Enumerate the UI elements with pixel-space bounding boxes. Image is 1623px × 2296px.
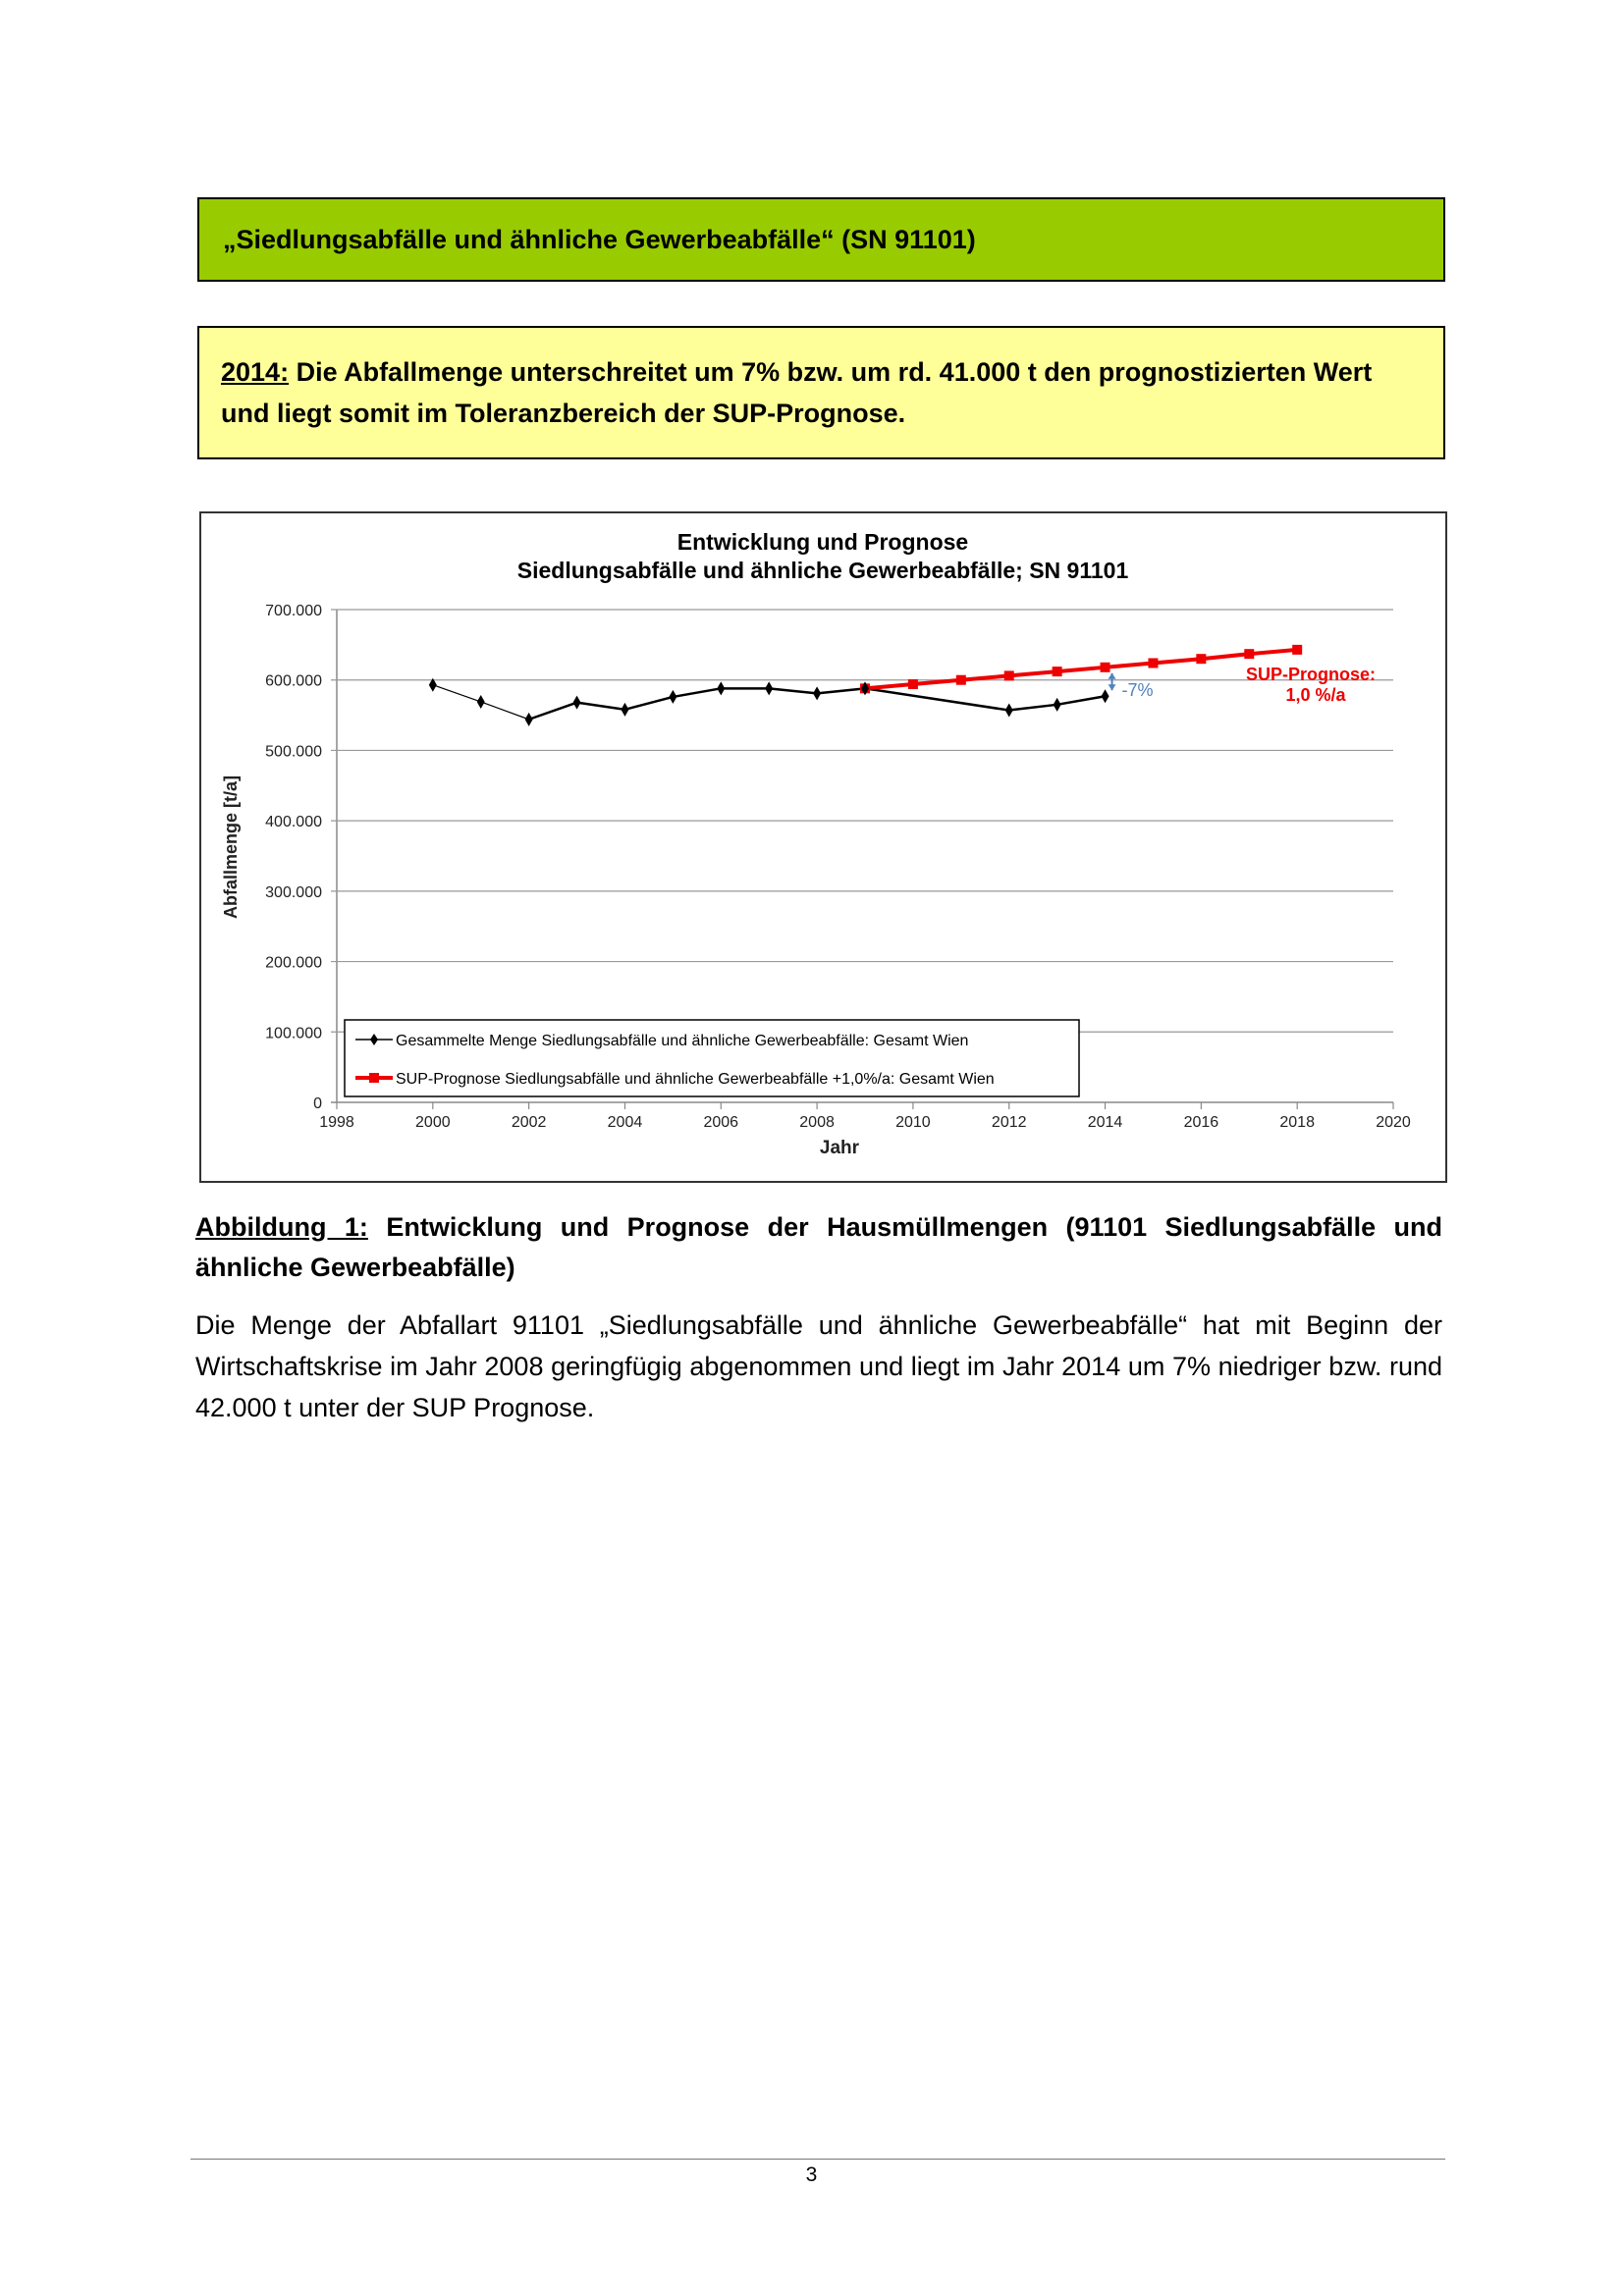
collected-data-point (765, 681, 773, 695)
collected-series-segment (865, 688, 1009, 710)
caption-label: Abbildung 1: (195, 1212, 368, 1242)
collected-data-point (477, 695, 485, 709)
y-tick-label: 700.000 (265, 603, 322, 619)
x-tick-label: 2000 (415, 1114, 451, 1131)
body-paragraph: Die Menge der Abfallart 91101 „Siedlungsabfälle und ähnliche Gewerbeabfälle“ hat mit Beginn der Wirtschaftskrise im Jahr 2008 geringfügig abgenommen und liegt im Jahr 2014 um 7% niedriger bzw. rund 42.000 t unter der SUP Prognose. (195, 1310, 1442, 1422)
prognose-data-point (1244, 649, 1254, 659)
prognose-data-point (1292, 645, 1302, 655)
collected-series-segment (673, 688, 721, 697)
difference-annotation: -7% (1121, 680, 1154, 700)
y-tick-label: 100.000 (265, 1025, 322, 1042)
prognose-data-point (1053, 667, 1062, 676)
footer-divider (190, 2159, 1445, 2160)
section-title: „Siedlungsabfälle und ähnliche Gewerbeabfälle“ (SN 91101) (223, 225, 976, 254)
x-tick-label: 2008 (799, 1114, 835, 1131)
arrow-head-down (1109, 684, 1116, 690)
collected-series-segment (624, 697, 673, 710)
collected-series-segment (577, 703, 625, 710)
prognose-annotation: SUP-Prognose: (1245, 665, 1377, 684)
prognose-data-point (1101, 663, 1110, 672)
section-header-box (197, 197, 1445, 282)
chart-title: Entwicklung und Prognose (676, 529, 969, 555)
y-axis-label: Abfallmenge [t/a] (221, 774, 241, 920)
legend-marker-square (369, 1073, 379, 1083)
x-axis-label: Jahr (819, 1138, 860, 1158)
prognose-data-point (1004, 670, 1014, 680)
line-chart (201, 513, 1445, 1181)
y-tick-label: 400.000 (265, 814, 322, 831)
collected-data-point (1054, 698, 1061, 712)
collected-data-point (525, 713, 533, 726)
prognose-rate-annotation: 1,0 %/a (1285, 685, 1346, 705)
page-number: 3 (805, 2163, 818, 2186)
x-tick-label: 2018 (1279, 1114, 1315, 1131)
collected-data-point (717, 681, 725, 695)
prognose-series-line (865, 650, 1297, 688)
x-tick-label: 2002 (511, 1114, 547, 1131)
collected-series-segment (769, 688, 817, 693)
y-tick-label: 200.000 (265, 954, 322, 972)
prognose-data-point (1196, 654, 1206, 664)
collected-data-point (621, 703, 628, 717)
collected-series-segment (481, 702, 529, 720)
collected-series-segment (1009, 705, 1057, 711)
prognose-data-point (1148, 659, 1158, 668)
arrow-head-up (1109, 673, 1116, 679)
collected-series-segment (1057, 696, 1106, 705)
collected-data-point (573, 696, 581, 710)
chart-figure (199, 511, 1447, 1183)
caption-text: Entwicklung und Prognose der Hausmüllmengen (91101 Siedlungsabfälle und ähnliche Gewerbeabfälle) (195, 1212, 1443, 1282)
collected-data-point (1005, 704, 1013, 718)
y-tick-label: 300.000 (265, 883, 322, 901)
chart-subtitle: Siedlungsabfälle und ähnliche Gewerbeabfälle; SN 91101 (516, 558, 1129, 583)
prognose-data-point (956, 675, 966, 685)
x-tick-label: 2016 (1183, 1114, 1219, 1131)
x-tick-label: 1998 (319, 1114, 354, 1131)
collected-series-segment (529, 703, 577, 720)
y-tick-label: 600.000 (265, 672, 322, 690)
chart-legend (345, 1020, 1079, 1096)
summary-year: 2014: (221, 357, 290, 387)
prognose-data-point (908, 679, 918, 689)
x-tick-label: 2012 (991, 1114, 1027, 1131)
y-tick-label: 500.000 (265, 743, 322, 761)
x-tick-label: 2014 (1087, 1114, 1123, 1131)
collected-series-segment (433, 685, 481, 702)
figure-caption (195, 1207, 1442, 1288)
legend-label-prognose: SUP-Prognose Siedlungsabfälle und ähnliche Gewerbeabfälle +1,0%/a: Gesamt Wien (396, 1071, 995, 1088)
summary-text: Die Abfallmenge unterschreitet um 7% bzw. um rd. 41.000 t den prognostizierten Wert und liegt somit im Toleranzbereich der SUP-Prognose. (221, 357, 1373, 428)
x-tick-label: 2010 (895, 1114, 931, 1131)
x-tick-label: 2004 (607, 1114, 643, 1131)
x-tick-label: 2020 (1376, 1114, 1411, 1131)
y-tick-label: 0 (313, 1095, 322, 1112)
collected-data-point (813, 686, 821, 700)
legend-label-collected: Gesammelte Menge Siedlungsabfälle und ähnliche Gewerbeabfälle: Gesamt Wien (396, 1033, 969, 1049)
collected-series-segment (817, 688, 865, 693)
summary-box (197, 326, 1445, 459)
x-tick-label: 2006 (703, 1114, 739, 1131)
collected-data-point (1102, 689, 1109, 703)
collected-data-point (669, 690, 676, 704)
